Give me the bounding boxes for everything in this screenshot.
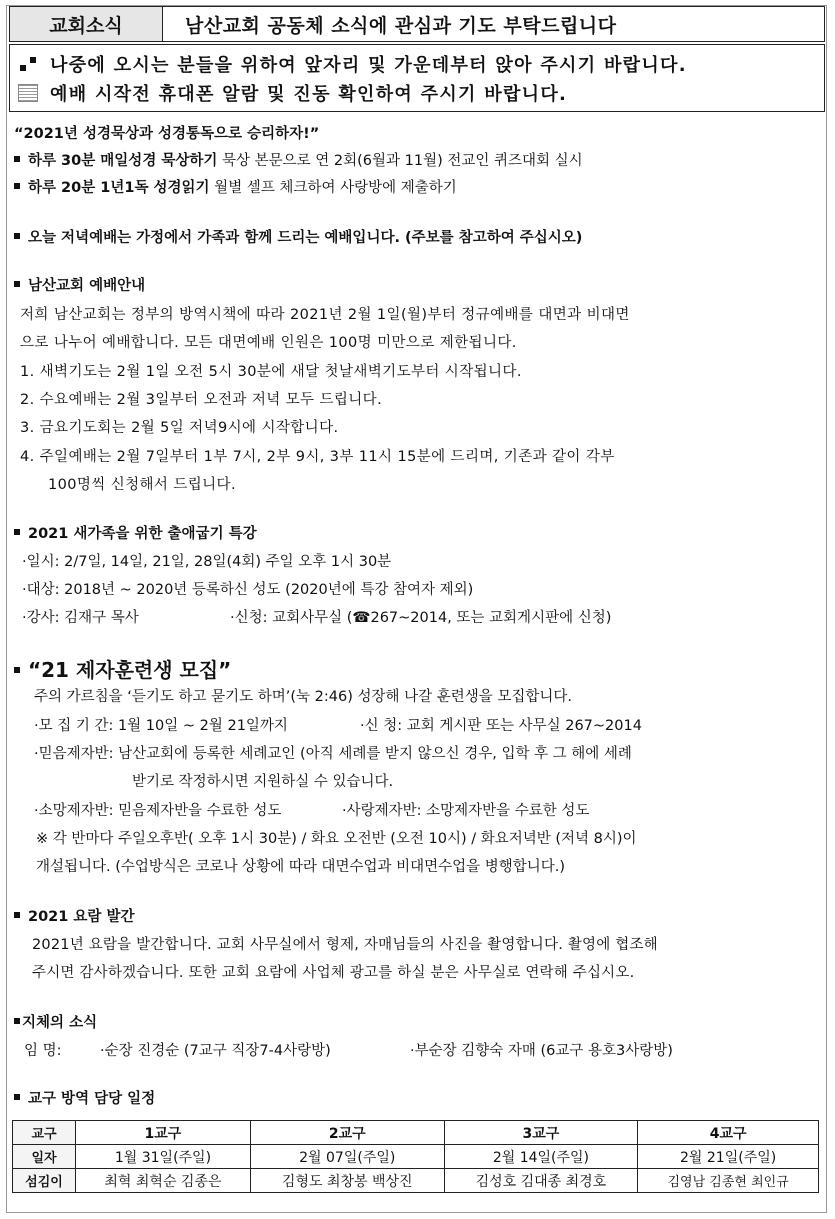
bible-item-1: 하루 30분 매일성경 묵상하기 묵상 본문으로 연 2회(6월과 11월) 전교인 퀴즈대회 실시 bbox=[14, 149, 583, 170]
disciple-intro: 주의 가르침을 ‘듣기도 하고 묻기도 하며’(눅 2:46) 성장해 나갈 훈련생을 모집합니다. bbox=[34, 689, 573, 705]
notice-seating bbox=[18, 49, 816, 78]
lecture-target: ·대상: 2018년 ~ 2020년 등록하신 성도 (2020년에 특강 참여자 제외) bbox=[22, 582, 474, 598]
servers-cell: 김영남 김종현 최인규 bbox=[638, 1169, 819, 1193]
news-header bbox=[9, 6, 825, 42]
grid-pattern-icon bbox=[18, 84, 38, 102]
row-label-date: 일자 bbox=[13, 1145, 76, 1169]
disciple-hope: ·소망제자반: 믿음제자반을 수료한 성도 bbox=[34, 803, 282, 819]
worship-intro-1: 저희 남산교회는 정부의 방역시책에 따라 2021년 2월 1일(월)부터 정규예배를 대면과 비대면 bbox=[20, 307, 630, 323]
disciple-love: ·사랑제자반: 소망제자반을 수료한 성도 bbox=[342, 803, 590, 819]
notice-phone bbox=[18, 78, 816, 107]
disciple-apply: ·신 청: 교회 게시판 또는 사무실 267~2014 bbox=[360, 718, 642, 734]
schedule-table bbox=[12, 1120, 819, 1193]
header-title: 남산교회 공동체 소식에 관심과 기도 부탁드립니다 bbox=[185, 14, 617, 37]
disciple-faith-1: ·믿음제자반: 남산교회에 등록한 세례교인 (아직 세례를 받지 않으신 경우, 입학 후 그 해에 세례 bbox=[34, 746, 632, 762]
disciple-faith-2: 받기로 작정하시면 지원하실 수 있습니다. bbox=[132, 774, 394, 790]
body-news-item-2: ·부순장 김향숙 자매 (6교구 용호3사랑방) bbox=[410, 1043, 673, 1059]
directory-text-2: 주시면 감사하겠습니다. 또한 교회 요람에 사업체 광고를 하실 분은 사무실로 연락해 주십시오. bbox=[32, 965, 635, 981]
servers-cell: 최혁 최혁순 김종은 bbox=[76, 1169, 251, 1193]
worship-heading: 남산교회 예배안내 bbox=[14, 274, 145, 295]
date-cell: 2월 07일(주일) bbox=[250, 1145, 444, 1169]
servers-cell: 김성호 김대종 최경호 bbox=[444, 1169, 638, 1193]
body-news-item-1: ·순장 진경순 (7교구 직장7-4사랑방) bbox=[100, 1043, 331, 1059]
notice-seating-text: 나중에 오시는 분들을 위하여 앞자리 및 가운데부터 앉아 주시기 바랍니다. bbox=[50, 54, 687, 76]
directory-text-1: 2021년 요람을 발간합니다. 교회 사무실에서 형제, 자매님들의 사진을 촬영합니다. 촬영에 협조해 bbox=[32, 937, 658, 953]
bible-motto: “2021년 성경묵상과 성경통독으로 승리하자!” bbox=[14, 126, 320, 142]
disciple-note-1: ※ 각 반마다 주일오후반( 오후 1시 30분) / 화요 오전반 (오전 10시) / 화요저녁반 (저녁 8시)이 bbox=[36, 831, 637, 847]
disciple-period: ·모 집 기 간: 1월 10일 ~ 2월 21일까지 bbox=[34, 718, 288, 734]
district-cell: 2교구 bbox=[250, 1121, 444, 1145]
evening-worship: 오늘 저녁예배는 가정에서 가족과 함께 드리는 예배입니다. (주보를 참고하여 주십시오) bbox=[14, 226, 582, 247]
corner-dots-icon bbox=[18, 55, 38, 73]
row-label-servers: 섬김이 bbox=[13, 1169, 76, 1193]
body-news-label: 임 명: bbox=[24, 1043, 62, 1059]
district-cell: 4교구 bbox=[638, 1121, 819, 1145]
body-news-heading: 지체의 소식 bbox=[14, 1011, 97, 1032]
disciple-note-2: 개설됩니다. (수업방식은 코로나 상황에 따라 대면수업과 비대면수업을 병행합니다.) bbox=[36, 859, 566, 875]
table-row bbox=[13, 1121, 819, 1145]
table-row bbox=[13, 1145, 819, 1169]
table-row bbox=[13, 1169, 819, 1193]
date-cell: 1월 31일(주일) bbox=[76, 1145, 251, 1169]
row-label-district: 교구 bbox=[13, 1121, 76, 1145]
worship-item-2: 2. 수요예배는 2월 3일부터 오전과 저녁 모두 드립니다. bbox=[20, 392, 383, 408]
lecture-speaker: ·강사: 김재구 목사 bbox=[22, 610, 139, 626]
notice-phone-text: 예배 시작전 휴대폰 알람 및 진동 확인하여 주시기 바랍니다. bbox=[50, 83, 568, 105]
district-cell: 3교구 bbox=[444, 1121, 638, 1145]
district-cell: 1교구 bbox=[76, 1121, 251, 1145]
worship-item-4a: 4. 주일예배는 2월 7일부터 1부 7시, 2부 9시, 3부 11시 15분에 드리며, 기존과 같이 각부 bbox=[20, 449, 615, 465]
lecture-heading: 2021 새가족을 위한 출애굽기 특강 bbox=[14, 522, 257, 543]
header-tag: 교회소식 bbox=[10, 7, 163, 41]
worship-intro-2: 으로 나누어 예배합니다. 모든 대면예배 인원은 100명 미만으로 제한됩니다. bbox=[20, 335, 517, 351]
schedule-heading: 교구 방역 담당 일정 bbox=[14, 1087, 155, 1108]
date-cell: 2월 14일(주일) bbox=[444, 1145, 638, 1169]
servers-cell: 김형도 최창봉 백상진 bbox=[250, 1169, 444, 1193]
worship-item-4b: 100명씩 신청해서 드립니다. bbox=[48, 477, 236, 493]
worship-item-3: 3. 금요기도회는 2월 5일 저녁9시에 시작합니다. bbox=[20, 420, 339, 436]
bible-item-2: 하루 20분 1년1독 성경읽기 월별 셀프 체크하여 사랑방에 제출하기 bbox=[14, 176, 457, 197]
lecture-date: ·일시: 2/7일, 14일, 21일, 28일(4회) 주일 오후 1시 30분 bbox=[22, 554, 392, 570]
disciple-heading: “21 제자훈련생 모집” bbox=[14, 654, 231, 683]
notice-box bbox=[9, 44, 825, 112]
worship-item-1: 1. 새벽기도는 2월 1일 오전 5시 30분에 새달 첫날새벽기도부터 시작됩니다. bbox=[20, 364, 522, 380]
directory-heading: 2021 요람 발간 bbox=[14, 905, 134, 926]
lecture-apply: ·신청: 교회사무실 (☎267~2014, 또는 교회게시판에 신청) bbox=[230, 610, 612, 626]
date-cell: 2월 21일(주일) bbox=[638, 1145, 819, 1169]
